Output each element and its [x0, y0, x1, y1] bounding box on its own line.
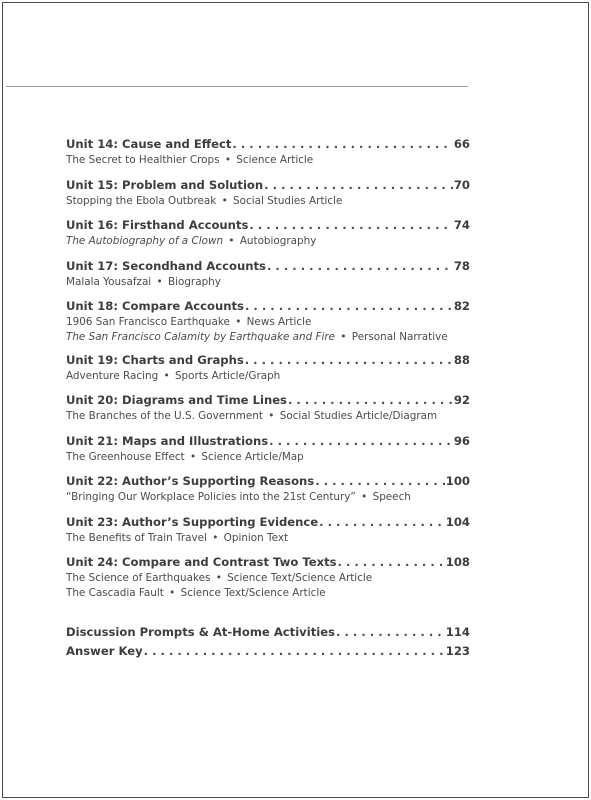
reading-title: The Science of Earthquakes — [66, 572, 211, 584]
dot-leader — [245, 299, 453, 314]
bullet-separator: • — [212, 532, 219, 544]
reading-genre: Speech — [372, 491, 411, 503]
reading-genre: Sports Article/Graph — [174, 370, 281, 382]
reading-genre: Personal Narrative — [351, 331, 448, 343]
toc-heading — [66, 218, 470, 233]
page-number: 123 — [445, 644, 470, 658]
page-number: 96 — [453, 434, 470, 448]
toc-entry-unit-19[interactable] — [66, 353, 470, 383]
bullet-separator: • — [361, 491, 368, 503]
page-number: 114 — [445, 625, 470, 639]
dot-leader — [338, 555, 445, 570]
toc-entry-unit-15[interactable] — [66, 178, 470, 208]
dot-leader — [288, 393, 453, 408]
reading-line — [66, 234, 470, 248]
unit-title: Unit 23: Author’s Supporting Evidence — [66, 515, 319, 529]
unit-title: Unit 21: Maps and Illustrations — [66, 434, 269, 448]
dot-leader — [249, 218, 452, 233]
dot-leader — [315, 474, 445, 489]
reading-line — [66, 369, 470, 383]
unit-title: Unit 19: Charts and Graphs — [66, 353, 244, 367]
unit-title: Unit 22: Author’s Supporting Reasons — [66, 474, 315, 488]
dot-leader — [264, 178, 453, 193]
reading-genre: Social Studies Article/Diagram — [279, 410, 438, 422]
toc-heading — [66, 299, 470, 314]
reading-line — [66, 275, 470, 289]
reading-line — [66, 490, 470, 504]
toc-entry-unit-22[interactable] — [66, 474, 470, 504]
bullet-separator: • — [189, 451, 197, 463]
reading-title: 1906 San Francisco Earthquake — [66, 316, 230, 328]
reading-title: The Autobiography of a Clown — [66, 235, 224, 247]
reading-line — [66, 153, 470, 167]
reading-title: “Bringing Our Workplace Policies into the 21st Century” — [66, 491, 356, 503]
toc-heading — [66, 555, 470, 570]
section-title: Answer Key — [66, 644, 143, 658]
dot-leader — [336, 625, 445, 640]
bullet-separator: • — [169, 587, 176, 599]
toc-entry-unit-17[interactable] — [66, 259, 470, 289]
bullet-separator: • — [228, 235, 235, 247]
bullet-separator: • — [235, 316, 242, 328]
reading-genre: Autobiography — [239, 235, 317, 247]
reading-title: The Secret to Healthier Crops — [66, 154, 220, 166]
unit-title: Unit 20: Diagrams and Time Lines — [66, 393, 287, 407]
toc-heading — [66, 644, 470, 659]
section-title: Discussion Prompts & At-Home Activities — [66, 625, 335, 639]
reading-line — [66, 450, 470, 464]
bullet-separator: • — [221, 195, 228, 207]
toc-entry-unit-18[interactable] — [66, 299, 470, 344]
reading-genre: Science Article — [236, 154, 314, 166]
toc-entry-discussion-prompts[interactable] — [66, 625, 470, 640]
toc-heading — [66, 474, 470, 489]
toc-entry-unit-24[interactable] — [66, 555, 470, 600]
page-number: 74 — [453, 218, 470, 232]
reading-title: Stopping the Ebola Outbreak — [66, 195, 217, 207]
reading-line — [66, 330, 470, 344]
reading-line — [66, 409, 470, 423]
unit-title: Unit 18: Compare Accounts — [66, 299, 244, 313]
reading-line — [66, 571, 470, 585]
reading-line — [66, 315, 470, 329]
reading-genre: News Article — [246, 316, 312, 328]
dot-leader — [269, 434, 453, 449]
reading-genre: Social Studies Article — [233, 195, 343, 207]
toc-heading — [66, 393, 470, 408]
dot-leader — [319, 515, 445, 530]
toc-heading — [66, 353, 470, 368]
unit-title: Unit 17: Secondhand Accounts — [66, 259, 266, 273]
toc-entry-unit-20[interactable] — [66, 393, 470, 423]
toc-heading — [66, 137, 470, 152]
reading-title: The Greenhouse Effect — [66, 451, 185, 463]
toc-heading — [66, 625, 470, 640]
page-number: 92 — [453, 393, 470, 407]
toc-entry-unit-14[interactable] — [66, 137, 470, 167]
page-number: 66 — [453, 137, 470, 151]
reading-genre: Opinion Text — [223, 532, 289, 544]
reading-title: The Benefits of Train Travel — [66, 532, 207, 544]
dot-leader — [144, 644, 445, 659]
unit-title: Unit 24: Compare and Contrast Two Texts — [66, 555, 337, 569]
bullet-separator: • — [224, 154, 231, 166]
reading-line — [66, 586, 470, 600]
reading-genre: Science Text/Science Article — [227, 572, 373, 584]
reading-title: Malala Yousafzai — [66, 276, 152, 288]
reading-title: The Branches of the U.S. Government — [66, 410, 263, 422]
bullet-separator: • — [156, 276, 163, 288]
reading-genre: Biography — [167, 276, 221, 288]
toc-entry-unit-16[interactable] — [66, 218, 470, 248]
unit-title: Unit 14: Cause and Effect — [66, 137, 232, 151]
page-number: 100 — [445, 474, 470, 488]
toc-heading — [66, 515, 470, 530]
page-number: 78 — [453, 259, 470, 273]
reading-line — [66, 194, 470, 208]
reading-genre: Science Article/Map — [201, 451, 304, 463]
unit-title: Unit 16: Firsthand Accounts — [66, 218, 249, 232]
reading-genre: Science Text/Science Article — [180, 587, 326, 599]
bullet-separator: • — [340, 331, 347, 343]
dot-leader — [232, 137, 452, 152]
page-number: 104 — [445, 515, 470, 529]
reading-line — [66, 531, 470, 545]
unit-title: Unit 15: Problem and Solution — [66, 178, 264, 192]
reading-title: Adventure Racing — [66, 370, 159, 382]
toc-heading — [66, 178, 470, 193]
toc-entry-unit-21[interactable] — [66, 434, 470, 464]
dot-leader — [267, 259, 453, 274]
bullet-separator: • — [215, 572, 222, 584]
page-number: 82 — [453, 299, 470, 313]
reading-title: The Cascadia Fault — [66, 587, 164, 599]
bullet-separator: • — [163, 370, 170, 382]
toc-heading — [66, 434, 470, 449]
toc-heading — [66, 259, 470, 274]
page-number: 70 — [453, 178, 470, 192]
dot-leader — [245, 353, 453, 368]
toc-entry-unit-23[interactable] — [66, 515, 470, 545]
page-number: 108 — [445, 555, 470, 569]
reading-title: The San Francisco Calamity by Earthquake and Fire — [66, 331, 336, 343]
bullet-separator: • — [268, 410, 275, 422]
page-number: 88 — [453, 353, 470, 367]
toc-entry-answer-key[interactable] — [66, 644, 470, 659]
